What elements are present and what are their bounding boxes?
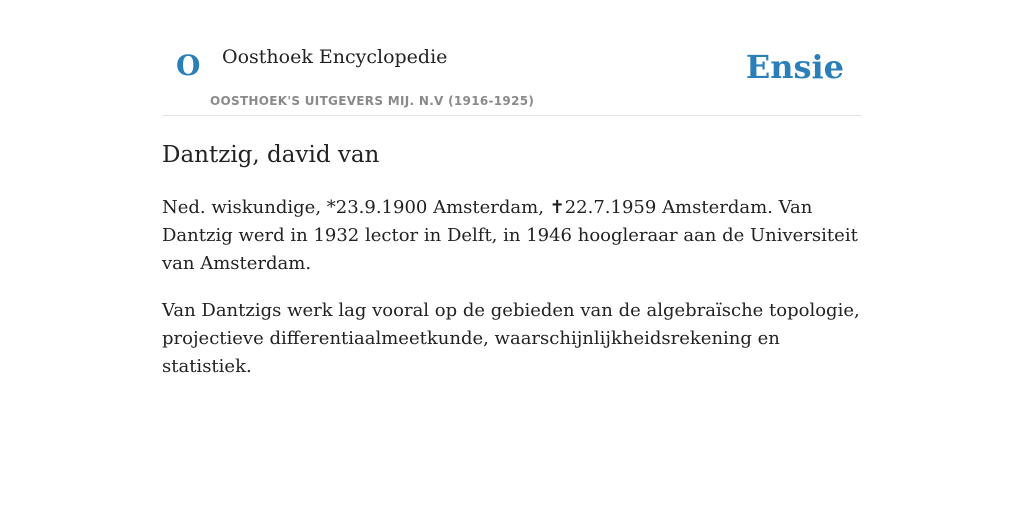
source-header [162,0,862,116]
source-logo-letter: O [176,49,201,82]
source-subtitle: OOSTHOEK'S UITGEVERS MIJ. N.V (1916-1925) [210,94,535,108]
source-title-link[interactable]: Oosthoek Encyclopedie [222,46,448,68]
entry-paragraph: Ned. wiskundige, *23.9.1900 Amsterdam, ✝22.7.1959 Amsterdam. Van Dantzig werd in 1932 lector in Delft, in 1946 hoogleraar aan de Universiteit van Amsterdam. [162,197,858,274]
entry-title: Dantzig, david van [162,142,380,168]
page [162,0,862,381]
entry-paragraph: Van Dantzigs werk lag vooral op de gebieden van de algebraïsche topologie, projectieve differentiaalmeetkunde, waarschijnlijkheidsrekening en statistiek. [162,300,860,377]
entry-body [162,194,862,381]
ensie-logo-link[interactable]: Ensie [745,48,844,86]
